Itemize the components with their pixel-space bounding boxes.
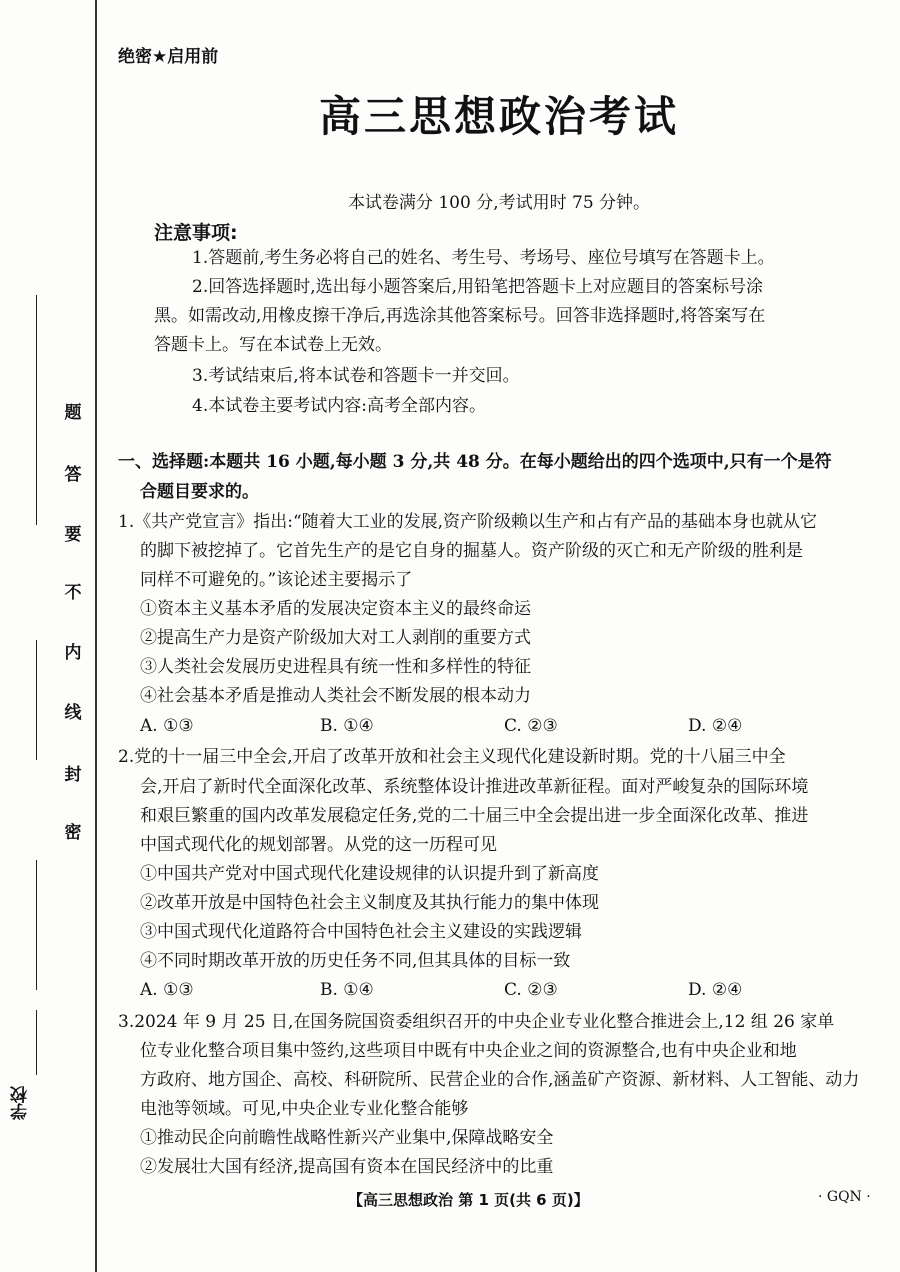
seal-char: 封 [64,765,82,785]
seal-char: 线 [64,703,82,723]
option-b[interactable]: B. ①④ [320,980,374,1000]
seal-char: 不 [64,583,82,603]
option-d[interactable]: D. ②④ [688,980,743,1000]
notice-item: 2.回答选择题时,选出每小题答案后,用铅笔把答题卡上对应题目的答案标号涂 [192,277,764,297]
confidential-label: 绝密★启用前 [118,47,219,67]
seal-char: 要 [64,525,82,545]
question-1-statement: ③人类社会发展历史进程具有统一性和多样性的特征 [140,657,531,677]
seal-char: 题 [64,403,82,423]
question-2-stem: 中国式现代化的规划部署。从党的这一历程可见 [140,835,497,855]
question-1-stem: 1.《共产党宣言》指出:“随着大工业的发展,资产阶级赖以生产和占有产品的基础本身也就从它 [118,512,818,532]
field-line [36,1010,37,1075]
question-3-stem: 方政府、地方国企、高校、科研院所、民营企业的合作,涵盖矿产资源、新材料、人工智能、动力 [140,1070,860,1090]
option-a[interactable]: A. ①③ [140,980,194,1000]
page-footer: 【高三思想政治 第 1 页(共 6 页)】 [348,1191,589,1209]
question-1-statement: ②提高生产力是资产阶级加大对工人剥削的重要方式 [140,628,531,648]
question-2-statement: ④不同时期改革开放的历史任务不同,但其具体的目标一致 [140,951,571,971]
question-1-stem: 的脚下被挖掉了。它首先生产的是它自身的掘墓人。资产阶级的灭亡和无产阶级的胜利是 [140,541,803,561]
question-1-stem: 同样不可避免的。”该论述主要揭示了 [140,570,413,590]
option-b[interactable]: B. ①④ [320,716,374,736]
question-3-stem: 位专业化整合项目集中签约,这些项目中既有中央企业之间的资源整合,也有中央企业和地 [140,1041,797,1061]
notice-heading: 注意事项: [154,222,238,244]
section-heading: 合题目要求的。 [140,482,259,502]
field-line [36,860,37,990]
question-3-stem: 3.2024 年 9 月 25 日,在国务院国资委组织召开的中央企业专业化整合推进会上,12 组 26 家单 [118,1012,835,1032]
option-d[interactable]: D. ②④ [688,716,743,736]
field-line [36,295,37,525]
seal-char: 密 [64,823,82,843]
notice-item: 4.本试卷主要考试内容:高考全部内容。 [192,396,486,416]
notice-item: 答题卡上。写在本试卷上无效。 [154,335,392,355]
school-label: 学校 [11,1086,31,1120]
question-3-statement: ②发展壮大国有经济,提高国有资本在国民经济中的比重 [140,1157,554,1177]
section-heading: 一、选择题:本题共 16 小题,每小题 3 分,共 48 分。在每小题给出的四个选项中,只有一个是符 [118,452,832,472]
exam-page [118,0,880,1272]
notice-item: 1.答题前,考生务必将自己的姓名、考生号、考场号、座位号填写在答题卡上。 [192,248,775,268]
seal-char: 内 [64,643,82,663]
binding-margin [0,0,112,1272]
exam-code: · GQN · [818,1189,871,1205]
question-2-statement: ①中国共产党对中国式现代化建设规律的认识提升到了新高度 [140,864,599,884]
option-c[interactable]: C. ②③ [504,716,558,736]
option-a[interactable]: A. ①③ [140,716,194,736]
notice-item: 黑。如需改动,用橡皮擦干净后,再选涂其他答案标号。回答非选择题时,将答案写在 [154,306,766,326]
question-1-statement: ④社会基本矛盾是推动人类社会不断发展的根本动力 [140,686,531,706]
question-2-stem: 和艰巨繁重的国内改革发展稳定任务,党的二十届三中全会提出进一步全面深化改革、推进 [140,806,809,826]
question-2-stem: 2.党的十一届三中全会,开启了改革开放和社会主义现代化建设新时期。党的十八届三中全 [118,747,786,767]
page-title: 高三思想政治考试 [318,92,679,141]
question-3-statement: ①推动民企向前瞻性战略性新兴产业集中,保障战略安全 [140,1128,554,1148]
binding-line [95,0,97,1272]
notice-item: 3.考试结束后,将本试卷和答题卡一并交回。 [192,366,520,386]
question-2-statement: ③中国式现代化道路符合中国特色社会主义建设的实践逻辑 [140,922,582,942]
exam-info: 本试卷满分 100 分,考试用时 75 分钟。 [347,193,651,213]
question-1-statement: ①资本主义基本矛盾的发展决定资本主义的最终命运 [140,599,531,619]
question-3-stem: 电池等领域。可见,中央企业专业化整合能够 [140,1099,469,1119]
seal-char: 答 [64,465,82,485]
question-2-statement: ②改革开放是中国特色社会主义制度及其执行能力的集中体现 [140,893,599,913]
question-2-stem: 会,开启了新时代全面深化改革、系统整体设计推进改革新征程。面对严峻复杂的国际环境 [140,777,809,797]
option-c[interactable]: C. ②③ [504,980,558,1000]
field-line [36,640,37,760]
